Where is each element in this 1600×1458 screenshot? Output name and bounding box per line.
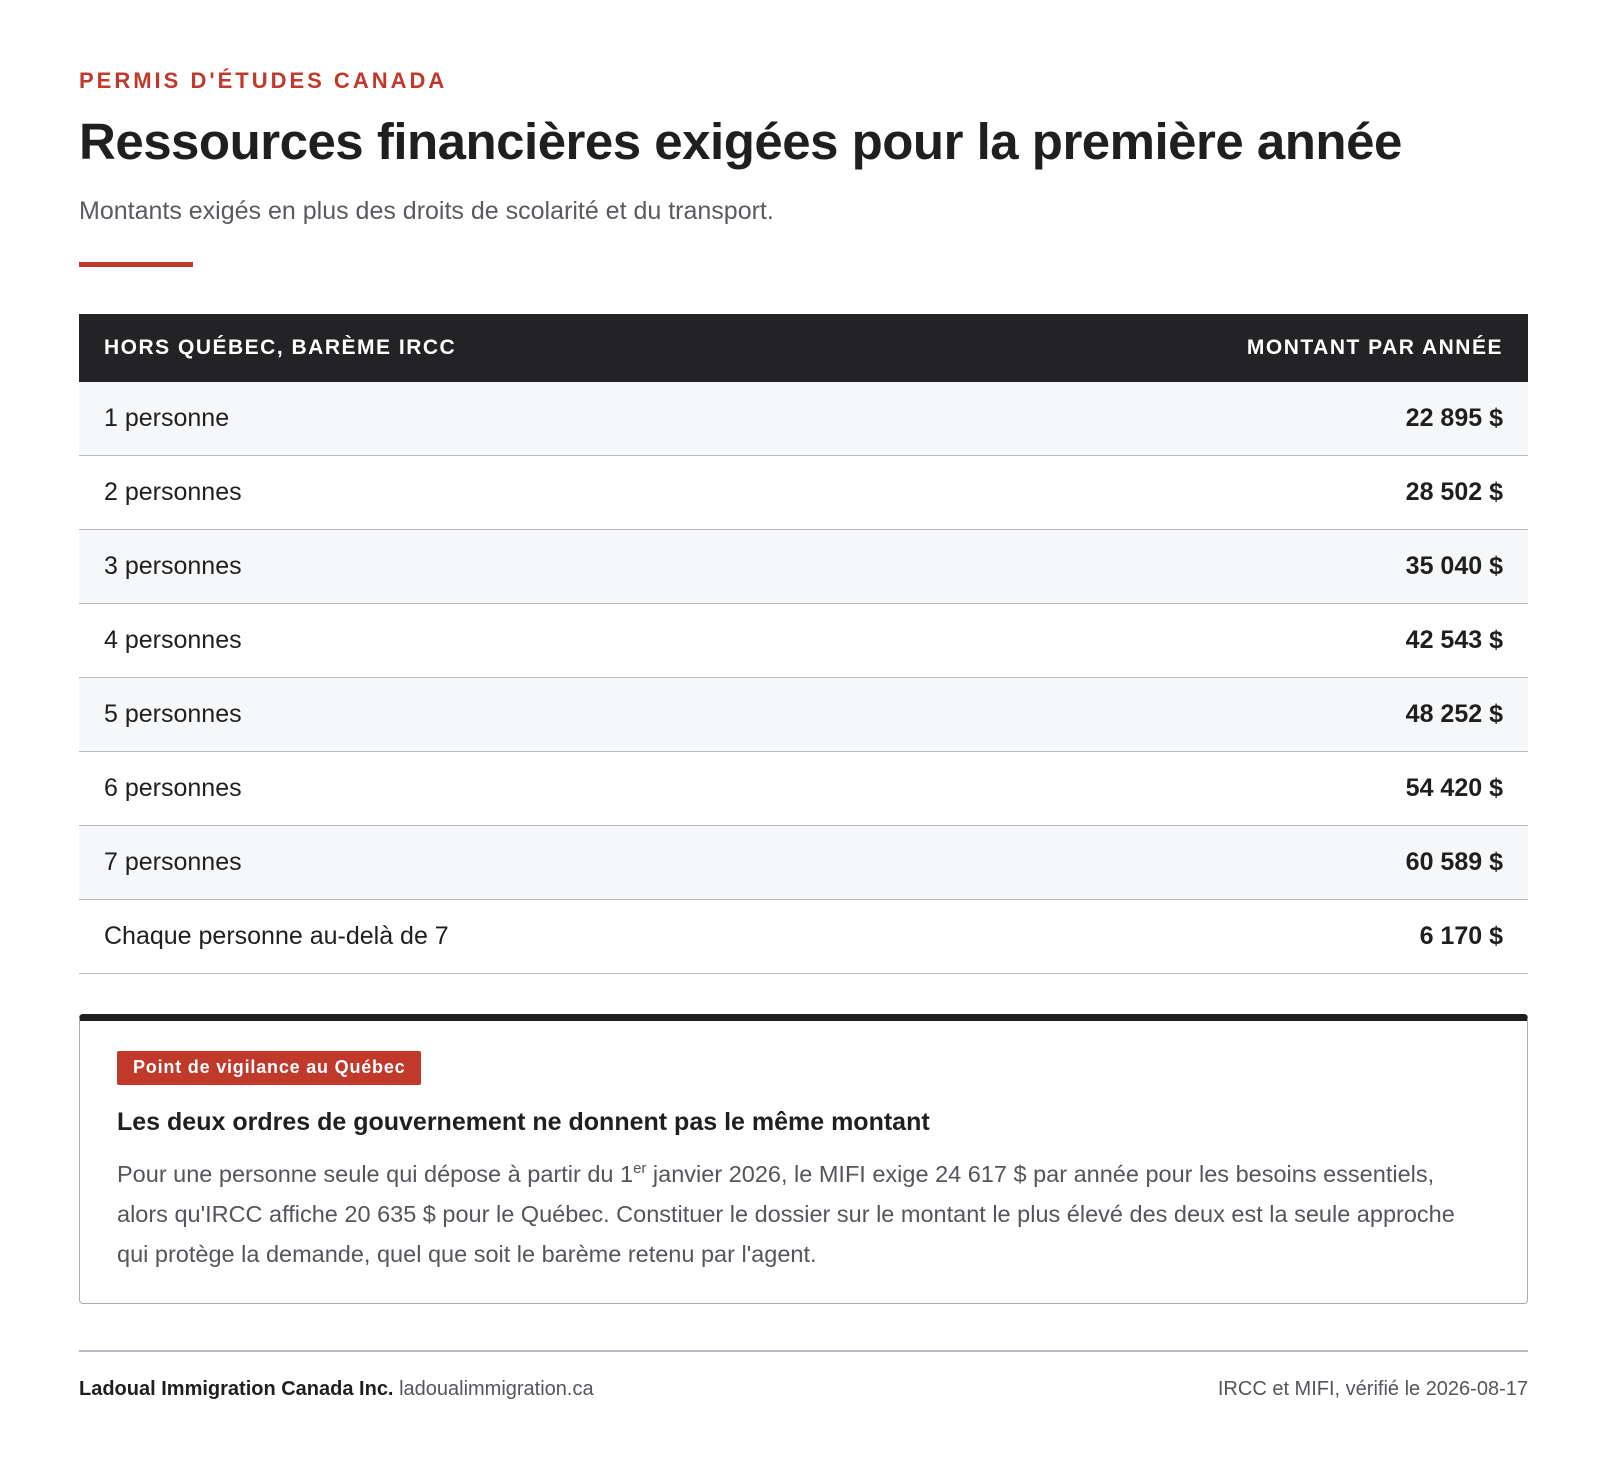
company-website: ladoualimmigration.ca bbox=[399, 1378, 594, 1400]
table-row bbox=[79, 752, 1528, 826]
page-title: Ressources financières exigées pour la première année bbox=[79, 113, 1402, 170]
row-amount: 48 252 $ bbox=[1405, 700, 1503, 728]
row-amount: 6 170 $ bbox=[1419, 922, 1503, 950]
callout-title: Les deux ordres de gouvernement ne donnent pas le même montant bbox=[117, 1108, 930, 1136]
table-row bbox=[79, 900, 1528, 974]
table-row bbox=[79, 826, 1528, 900]
table-row bbox=[79, 604, 1528, 678]
table-row bbox=[79, 382, 1528, 456]
row-label: 2 personnes bbox=[104, 478, 242, 506]
row-label: 7 personnes bbox=[104, 848, 242, 876]
row-amount: 54 420 $ bbox=[1405, 774, 1503, 802]
footer-left bbox=[79, 1378, 594, 1401]
row-label: 1 personne bbox=[104, 404, 230, 432]
row-label: Chaque personne au-delà de 7 bbox=[104, 922, 449, 950]
funds-table bbox=[79, 314, 1528, 974]
callout-body-start: Pour une personne seule qui dépose à partir du 1 bbox=[117, 1161, 634, 1187]
row-amount: 28 502 $ bbox=[1405, 478, 1503, 506]
row-amount: 22 895 $ bbox=[1405, 404, 1503, 432]
footer-divider bbox=[79, 1350, 1528, 1352]
table-header bbox=[79, 314, 1528, 382]
accent-divider bbox=[79, 262, 193, 267]
row-label: 6 personnes bbox=[104, 774, 242, 802]
table-row bbox=[79, 530, 1528, 604]
company-name: Ladoual Immigration Canada Inc. bbox=[79, 1378, 394, 1400]
callout-body-end: janvier 2026, le MIFI exige 24 617 $ par année pour les besoins essentiels, alors qu'IRCC affiche 20 635 $ pour le Québec. Constituer le dossier sur le montant le plus élevé des deux est la seule approche qui protège la demande, quel que soit le barème retenu par l'agent. bbox=[117, 1161, 1455, 1267]
footer bbox=[79, 1378, 1528, 1401]
footer-source: IRCC et MIFI, vérifié le 2026-08-17 bbox=[1217, 1378, 1528, 1400]
column-header-amount: MONTANT PAR ANNÉE bbox=[1246, 336, 1503, 359]
table-row bbox=[79, 678, 1528, 752]
callout-body bbox=[117, 1154, 1487, 1274]
row-amount: 60 589 $ bbox=[1405, 848, 1503, 876]
column-header-household: HORS QUÉBEC, BARÈME IRCC bbox=[104, 336, 457, 359]
row-label: 3 personnes bbox=[104, 552, 242, 580]
page-subtitle: Montants exigés en plus des droits de scolarité et du transport. bbox=[79, 197, 774, 225]
table-row bbox=[79, 456, 1528, 530]
row-label: 4 personnes bbox=[104, 626, 242, 654]
ordinal-superscript: er bbox=[633, 1160, 647, 1177]
row-label: 5 personnes bbox=[104, 700, 242, 728]
vigilance-callout bbox=[79, 1014, 1528, 1304]
row-amount: 42 543 $ bbox=[1405, 626, 1503, 654]
vigilance-badge: Point de vigilance au Québec bbox=[117, 1051, 421, 1085]
row-amount: 35 040 $ bbox=[1405, 552, 1503, 580]
kicker: PERMIS D'ÉTUDES CANADA bbox=[79, 68, 448, 93]
table-body bbox=[79, 382, 1528, 974]
